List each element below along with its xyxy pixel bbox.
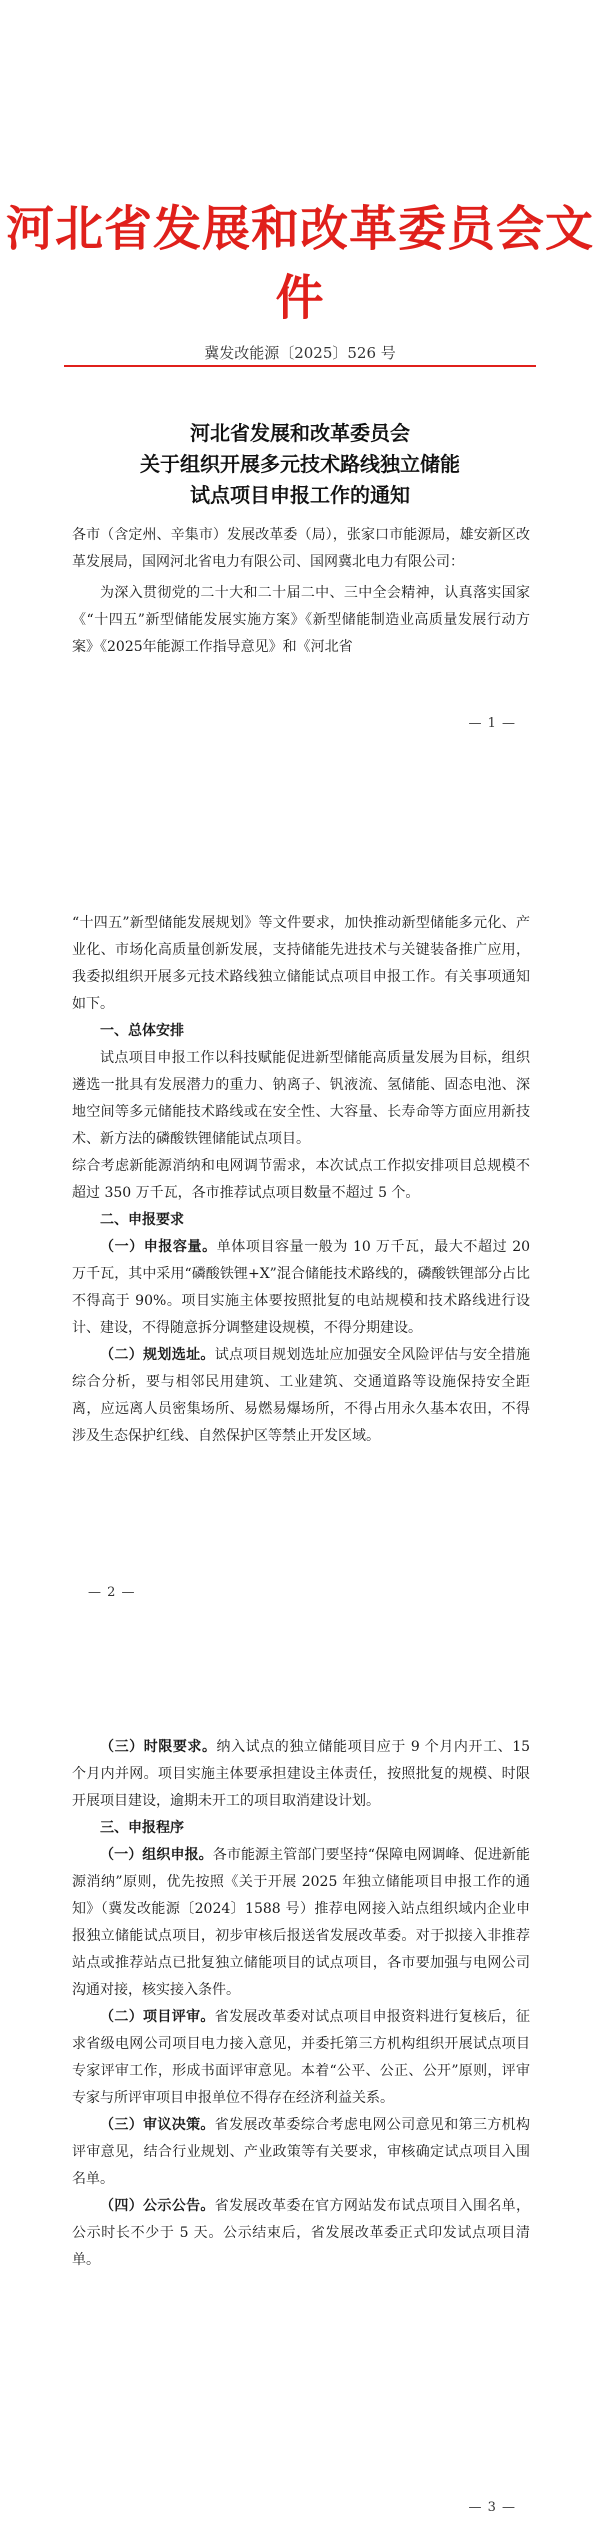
procedure-3 xyxy=(72,2112,530,2193)
document-title xyxy=(0,418,600,511)
procedure-1 xyxy=(72,1842,530,2004)
requirement-2-text: 试点项目规划选址应加强安全风险评估与安全措施综合分析，要与相邻民用建筑、工业建筑、交通道路等设施保持安全距离，应远离人员密集场所、易燃易爆场所，不得占用永久基本农田，不得涉及生态保护红线、自然保护区等禁止开发区域。 xyxy=(72,1347,531,1444)
procedure-3-text: 省发展改革委综合考虑电网公司意见和第三方机构评审意见，结合行业规划、产业政策等有关要求，审核确定试点项目入围名单。 xyxy=(72,2117,531,2187)
document-page-3 xyxy=(0,1720,600,2547)
requirement-2-label: （二）规划选址。 xyxy=(100,1347,215,1363)
section-1-heading: 一、总体安排 xyxy=(100,1023,184,1039)
procedure-3-label: （三）审议决策。 xyxy=(100,2117,215,2133)
page-number-1: — 1 — xyxy=(468,716,516,731)
procedure-4-text: 省发展改革委在官方网站发布试点项目入围名单，公示时长不少于 5 天。公示结束后，省发展改革委正式印发试点项目清单。 xyxy=(72,2198,531,2268)
document-page-2 xyxy=(0,880,600,1444)
requirement-2 xyxy=(72,1342,530,1450)
requirement-3 xyxy=(72,1734,530,1815)
section-1-paragraph-2: 综合考虑新能源消纳和电网调节需求，本次试点工作拟安排项目总规模不超过 350 万千瓦，各市推荐试点项目数量不超过 5 个。 xyxy=(72,1158,530,1201)
document-masthead: 河北省发展和改革委员会文件 xyxy=(5,201,594,326)
procedure-2-text: 省发展改革委对试点项目申报资料进行复核后，征求省级电网公司项目电力接入意见，并委托第三方机构组织开展试点项目专家评审工作，形成书面评审意见。本着“公平、公正、公开”原则，评审专家与所评审项目申报单位不得存在经济利益关系。 xyxy=(72,2009,531,2106)
intro-continued: “十四五”新型储能发展规划》等文件要求，加快推动新型储能多元化、产业化、市场化高质量创新发展，支持储能先进技术与关键装备推广应用，我委拟组织开展多元技术路线独立储能试点项目申报工作。有关事项通知如下。 xyxy=(72,915,530,1012)
page1-body xyxy=(72,522,530,661)
recipients: 各市（含定州、辛集市）发展改革委（局），张家口市能源局，雄安新区改革发展局，国网河北省电力有限公司、国网冀北电力有限公司： xyxy=(72,527,530,570)
requirement-1-label: （一）申报容量。 xyxy=(100,1239,217,1255)
procedure-2 xyxy=(72,2004,530,2112)
requirement-3-label: （三）时限要求。 xyxy=(100,1739,217,1755)
requirement-1 xyxy=(72,1234,530,1342)
page2-body xyxy=(72,910,530,1450)
page3-body xyxy=(72,1734,530,2274)
procedure-4-label: （四）公示公告。 xyxy=(100,2198,215,2214)
procedure-4 xyxy=(72,2193,530,2274)
section-2-heading: 二、申报要求 xyxy=(100,1212,184,1228)
intro-paragraph: 为深入贯彻党的二十大和二十届二中、三中全会精神，认真落实国家《“十四五”新型储能发展实施方案》《新型储能制造业高质量发展行动方案》《2025年能源工作指导意见》和《河北省 xyxy=(72,585,530,655)
document-page-1 xyxy=(0,0,600,820)
procedure-1-label: （一）组织申报。 xyxy=(100,1847,213,1863)
red-divider-line xyxy=(64,365,536,367)
section-3-heading: 三、申报程序 xyxy=(100,1820,184,1836)
requirement-1-text: 单体项目容量一般为 10 万千瓦，最大不超过 20 万千瓦，其中采用“磷酸铁锂+X”混合储能技术路线的，磷酸铁锂部分占比不得高于 90%。项目实施主体要按照批复的电站规模和技术路线进行设计、建设，不得随意拆分调整建设规模，不得分期建设。 xyxy=(72,1239,531,1336)
page-number-3: — 3 — xyxy=(468,2500,516,2515)
document-number: 冀发改能源〔2025〕526 号 xyxy=(204,344,396,362)
title-line-3: 试点项目申报工作的通知 xyxy=(190,483,410,507)
procedure-2-label: （二）项目评审。 xyxy=(100,2009,215,2025)
requirement-3-text: 纳入试点的独立储能项目应于 9 个月内开工、15 个月内并网。项目实施主体要承担建设主体责任，按照批复的规模、时限开展项目建设，逾期未开工的项目取消建设计划。 xyxy=(72,1739,531,1809)
section-1-paragraph-1: 试点项目申报工作以科技赋能促进新型储能高质量发展为目标，组织遴选一批具有发展潜力的重力、钠离子、钒液流、氢储能、固态电池、深地空间等多元储能技术路线或在安全性、大容量、长寿命等方面应用新技术、新方法的磷酸铁锂储能试点项目。 xyxy=(72,1050,530,1147)
page-number-2: — 2 — xyxy=(88,1585,136,1600)
title-line-1: 河北省发展和改革委员会 xyxy=(190,421,410,445)
title-line-2: 关于组织开展多元技术路线独立储能 xyxy=(140,452,460,476)
procedure-1-text: 各市能源主管部门要坚持“保障电网调峰、促进新能源消纳”原则，优先按照《关于开展 2025 年独立储能项目申报工作的通知》（冀发改能源〔2024〕1588 号）推荐电网接入站点组织域内企业申报独立储能试点项目，初步审核后报送省发展改革委。对于拟接入非推荐站点或推荐站点已批复独立储能项目的试点项目，各市要加强与电网公司沟通对接，核实接入条件。 xyxy=(72,1847,531,1998)
